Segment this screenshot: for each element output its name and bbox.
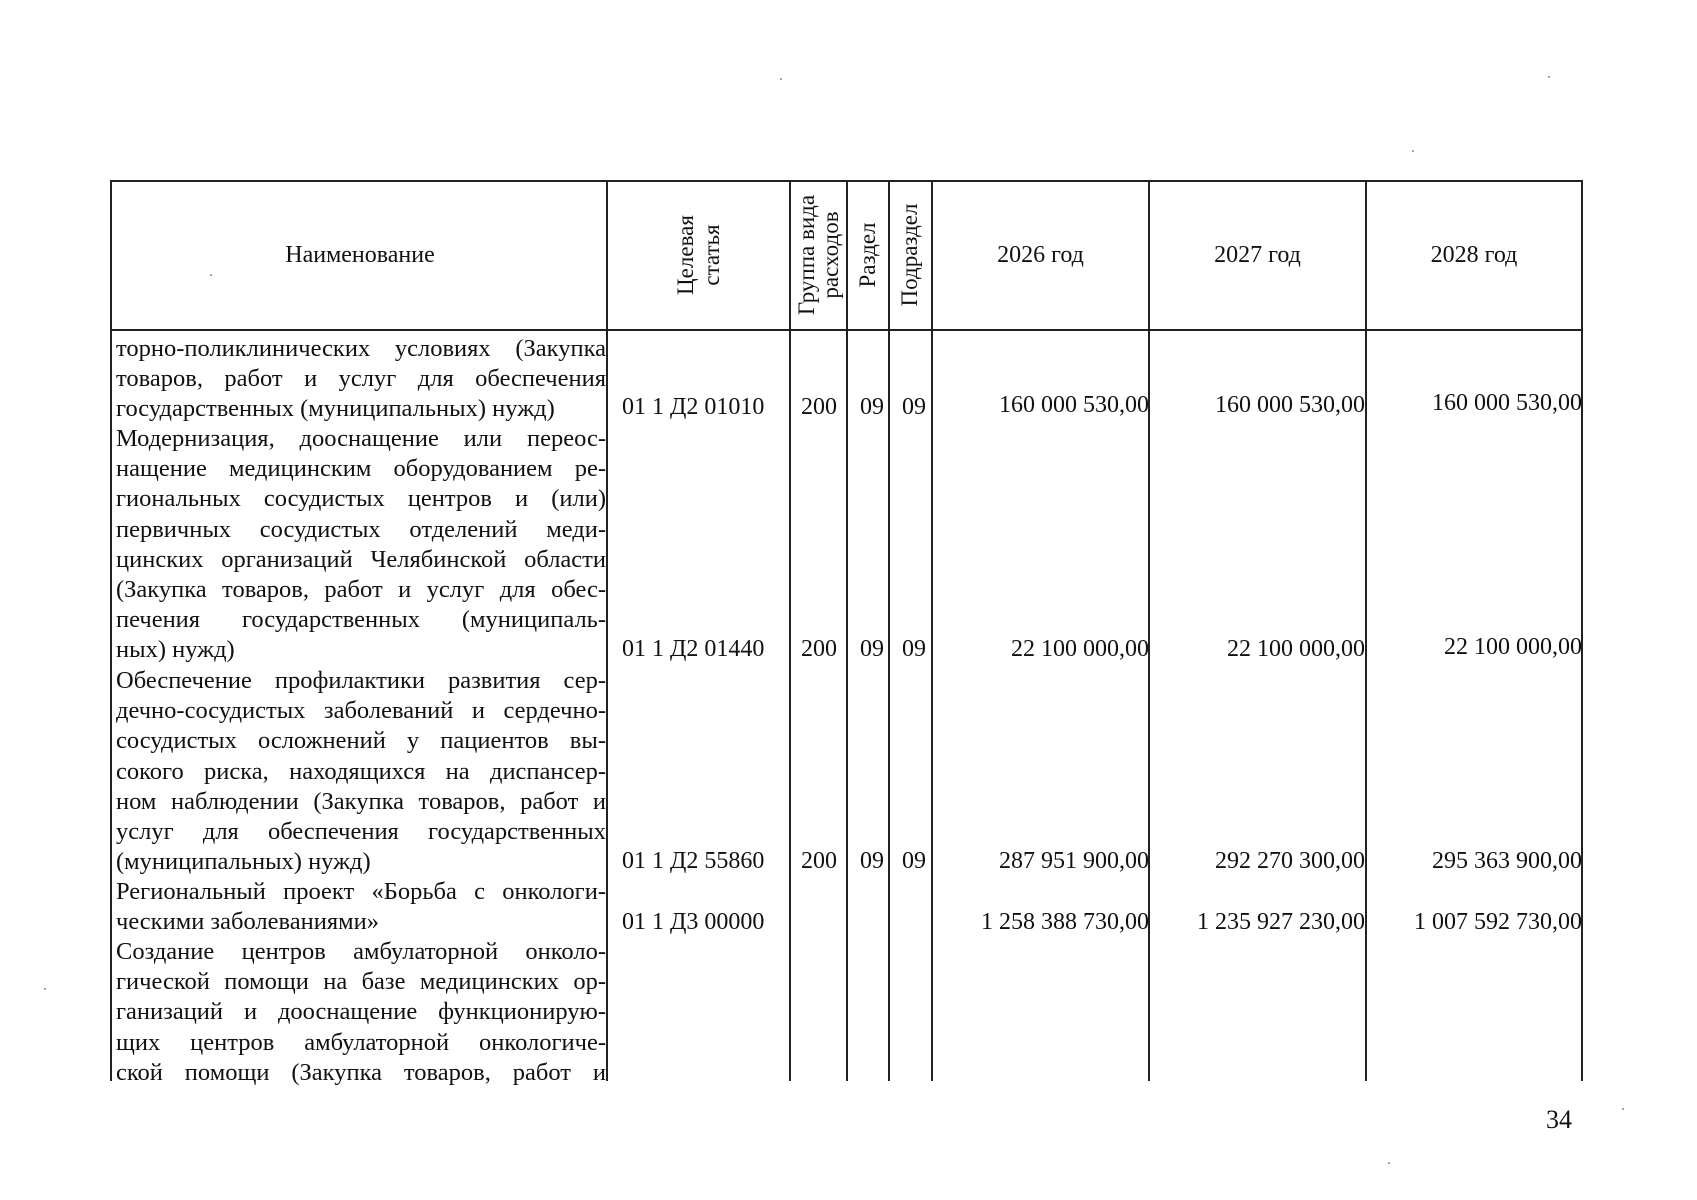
row-amount-2026: 22 100 000,00 <box>1011 636 1149 662</box>
row-target-code: 01 1 Д2 01440 <box>622 636 765 662</box>
scan-speck <box>1622 1108 1624 1110</box>
row-amount-2026: 1 258 388 730,00 <box>981 909 1149 935</box>
header-2028: 2028 год <box>1430 242 1518 268</box>
row-subsection: 09 <box>902 394 926 420</box>
header-subsection: Подраздел <box>897 203 922 307</box>
header-target: Целевая статья <box>673 215 724 295</box>
row-section: 09 <box>860 848 884 874</box>
scan-speck <box>44 988 46 990</box>
scan-speck <box>210 274 212 276</box>
row-amount-2028: 1 007 592 730,00 <box>1414 909 1582 935</box>
row-amount-2028: 160 000 530,00 <box>1432 390 1582 416</box>
col-border <box>789 180 791 1081</box>
scan-speck <box>1388 1162 1390 1164</box>
row-amount-2027: 1 235 927 230,00 <box>1197 909 1365 935</box>
header-name: Наименование <box>285 242 435 268</box>
row-amount-2027: 22 100 000,00 <box>1227 636 1365 662</box>
row-group: 200 <box>801 394 837 420</box>
row-target-code: 01 1 Д2 55860 <box>622 848 765 874</box>
row-target-code: 01 1 Д2 01010 <box>622 394 765 420</box>
scan-speck <box>780 78 782 80</box>
header-section: Раздел <box>855 222 880 288</box>
row-name: Модернизация, дооснащение или переос- нащение медицинским оборудованием ре- гиональных сосудистых центров и (или) первичных сосудистых отделений меди- цинских организаций Челябинской области (Закупка товаров, работ и услуг для обес- печения государственных (муниципаль- ных) нужд) <box>116 425 606 664</box>
col-border <box>888 180 890 1081</box>
row-subsection: 09 <box>902 848 926 874</box>
header-2027: 2027 год <box>1214 242 1301 268</box>
row-amount-2028: 22 100 000,00 <box>1444 634 1582 660</box>
row-amount-2028: 295 363 900,00 <box>1432 848 1582 874</box>
header-group: Группа вида расходов <box>794 194 843 316</box>
col-border <box>846 180 848 1081</box>
row-name: Обеспечение профилактики развития сер- дечно-сосудистых заболеваний и сердечно- сосудистых осложнений у пациентов вы- сокого риска, находящихся на диспансер- ном наблюдении (Закупка товаров, работ и услуг для обеспечения государственных (муниципальных) нужд) <box>116 667 606 876</box>
row-name: Создание центров амбулаторной онколо- гической помощи на базе медицинских ор- ганизаций и дооснащение функционирую- щих центров амбулаторной онкологиче- ской помощи (Закупка товаров, работ и <box>116 938 606 1086</box>
row-name: Региональный проект «Борьба с онкологи- ческими заболеваниями» <box>116 878 606 936</box>
row-target-code: 01 1 Д3 00000 <box>622 909 765 935</box>
row-section: 09 <box>860 636 884 662</box>
scan-speck <box>1548 76 1550 78</box>
row-amount-2026: 160 000 530,00 <box>999 392 1149 418</box>
row-amount-2027: 292 270 300,00 <box>1215 848 1365 874</box>
row-group: 200 <box>801 636 837 662</box>
row-amount-2026: 287 951 900,00 <box>999 848 1149 874</box>
row-amount-2027: 160 000 530,00 <box>1215 392 1365 418</box>
row-subsection: 09 <box>902 636 926 662</box>
row-section: 09 <box>860 394 884 420</box>
header-2026: 2026 год <box>997 242 1084 268</box>
scan-speck <box>1412 150 1414 152</box>
row-name: торно-поликлинических условиях (Закупка товаров, работ и услуг для обеспечения государственных (муниципальных) нужд) <box>116 335 606 423</box>
row-group: 200 <box>801 848 837 874</box>
col-border <box>1581 180 1583 1081</box>
page-number: 34 <box>1546 1105 1572 1134</box>
